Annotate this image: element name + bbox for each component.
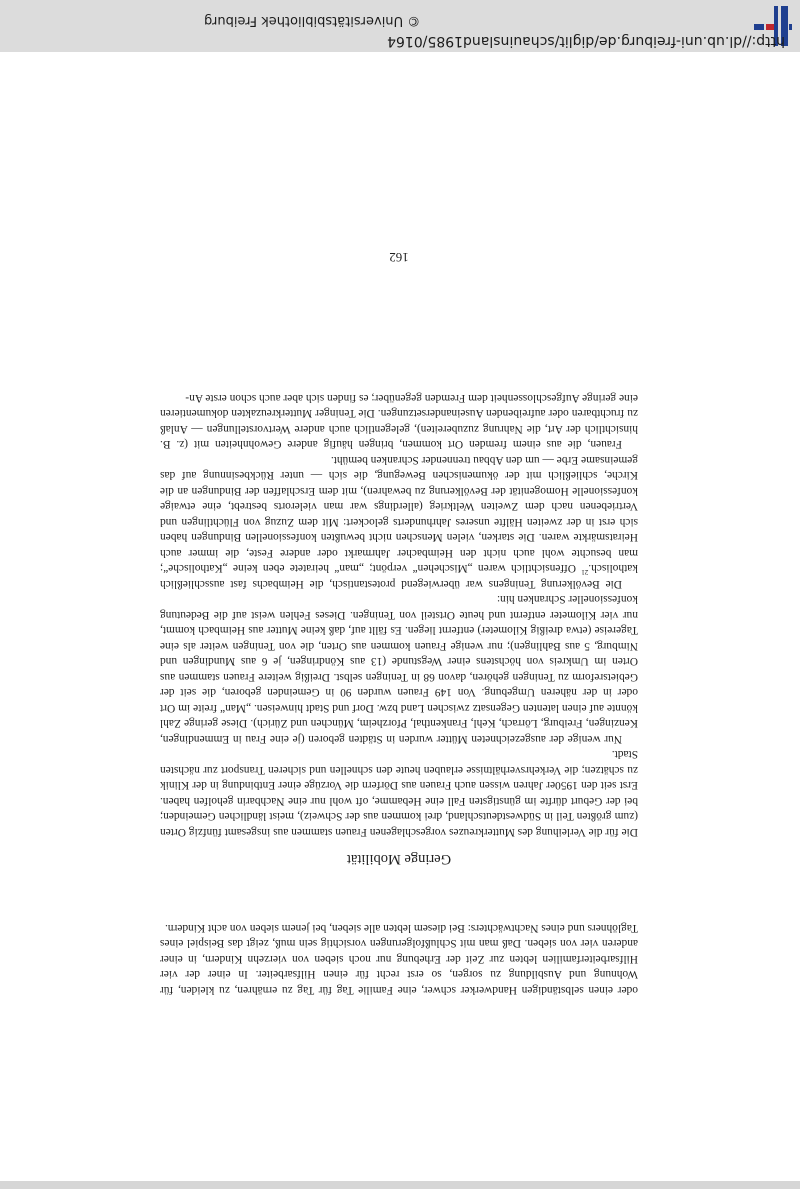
section-heading: Geringe Mobilität (346, 851, 452, 867)
document-url[interactable]: http://dl.ub.uni-freiburg.de/diglit/schauinsland1985/0164 (387, 33, 785, 49)
paragraph-3-start: Die Bevölkerung Teningens war überwiegend protestantisch, die Heimbachs fast ausschließlich katholisch. (160, 562, 638, 590)
paragraph-4: Frauen, die aus einem fremden Ort kommen, bringen häufig andere Gewohnheiten mit (z. B. hinsichtlich der Art, die Nahrung zuzubereiten), gelegentlich auch andere Wertvorstellungen — Anlaß zu fruchtbaren oder aufreibenden Auseinandersetzungen. Die Teninger Mutterkreuzakten dokumentieren eine geringe Aufgeschlossenheit dem Fremden gegenüber; es finden sich aber auch schon erste An- (160, 392, 638, 451)
paragraph-text: oder einen selbständigen Handwerker schwer, eine Familie Tag für Tag zu ernähren, zu kleiden, für Wohnung und Ausbildung zu sorgen, so erst recht für einen Hilfsarbeiter. In einer der vier Hilfsarbeiterfamilien lebten zur Zeit der Erhebung nur noch sieben von vierzehn Kindern, in einer anderen vier von sieben. Daß man mit Schlußfolgerungen vorsichtig sein muß, zeigt das Beispiel eines Taglöhners und eines Nachtwächters: Bei diesem lebten alle sieben, bei jenem sieben von acht Kindern. (160, 922, 638, 996)
viewer-bottom-strip (0, 1181, 800, 1189)
section-body (160, 390, 638, 840)
copyright-institution: © Universitätsbibliothek Freiburg (204, 13, 421, 28)
paragraph-3 (160, 452, 638, 592)
page-number: 162 (389, 250, 409, 265)
footnote-reference[interactable]: 21 (581, 568, 589, 577)
paragraph-2: Nur wenige der ausgezeichneten Mütter wurden in Städten geboren (je eine Frau in Emmendingen, Kenzingen, Freiburg, Lörrach, Kehl, Frankenthal, Pforzheim, München und Zürich). Diese geringe Zahl könnte auf einen latenten Gegensatz zwischen Land bzw. Dorf und Stadt hinweisen. „Man“ freite im Ort oder in der näheren Umgebung. Von 149 Frauen wurden 90 in Gemeinden geboren, die seit der Gebietsreform zu Teningen gehören, davon 68 in Teningen selbst. Dreißig weitere Frauen stammen aus Orten im Umkreis von höchstens einer Wegstunde (13 aus Köndringen, je 6 aus Mundingen und Nimburg, 5 aus Bahlingen); nur wenige Frauen kommen aus Orten, die von Teningen weiter als eine Tagereise (etwa dreißig Kilometer) entfernt liegen. Es fällt auf, daß keine Mutter aus Heimbach kommt, nur vier Kilometer entfernt und heute Ortsteil von Teningen. Dieses Fehlen weist auf die Bedeutung konfessioneller Schranken hin: (160, 593, 638, 745)
paragraph-3-rest: Offensichtlich waren „Mischehen“ verpönt; „man“ heiratete eben keine „Katholische“; man besuchte wohl auch nicht den Heimbacher Jahrmarkt oder andere Feste, die immer auch Heiratsmärkte waren. Die starken, vielen Menschen nicht bewußten konfessionellen Bindungen haben sich erst in der zweiten Hälfte unseres Jahrhunderts gelockert: Mit dem Zuzug von Flüchtlingen und Vertriebenen nach dem Zweiten Weltkrieg (allerdings war man vielerorts bestrebt, eine etwaige konfessionelle Homogenität der Bevölkerung zu bewahren), mit dem Erschlaffen der Bindungen an die Kirche, schließlich mit der ökumenischen Bewegung, die sich — unter Rückbesinnung auf das gemeinsame Erbe — um den Abbau trennender Schranken bemüht. (160, 454, 638, 575)
paragraph-1: Die für die Verleihung des Mutterkreuzes vorgeschlagenen Frauen stammen aus insgesamt fünfzig Orten (zum größten Teil in Südwestdeutschland, drei kommen aus der Schweiz), meist ländlichen Gemeinden; bei der Geburt dürfte im günstigsten Fall eine Hebamme, oft wohl nur eine Nachbarin geholfen haben. Erst seit den 1950er Jahren wissen auch Frauen aus Dörfern die Vorzüge einer Entbindung in der Klinik zu schätzen; die Verkehrsverhältnisse erlauben heute den schnellen und sicheren Transport zur nächsten Stadt. (160, 748, 638, 838)
paragraph-top (160, 920, 638, 998)
footer-bar (0, 0, 800, 52)
